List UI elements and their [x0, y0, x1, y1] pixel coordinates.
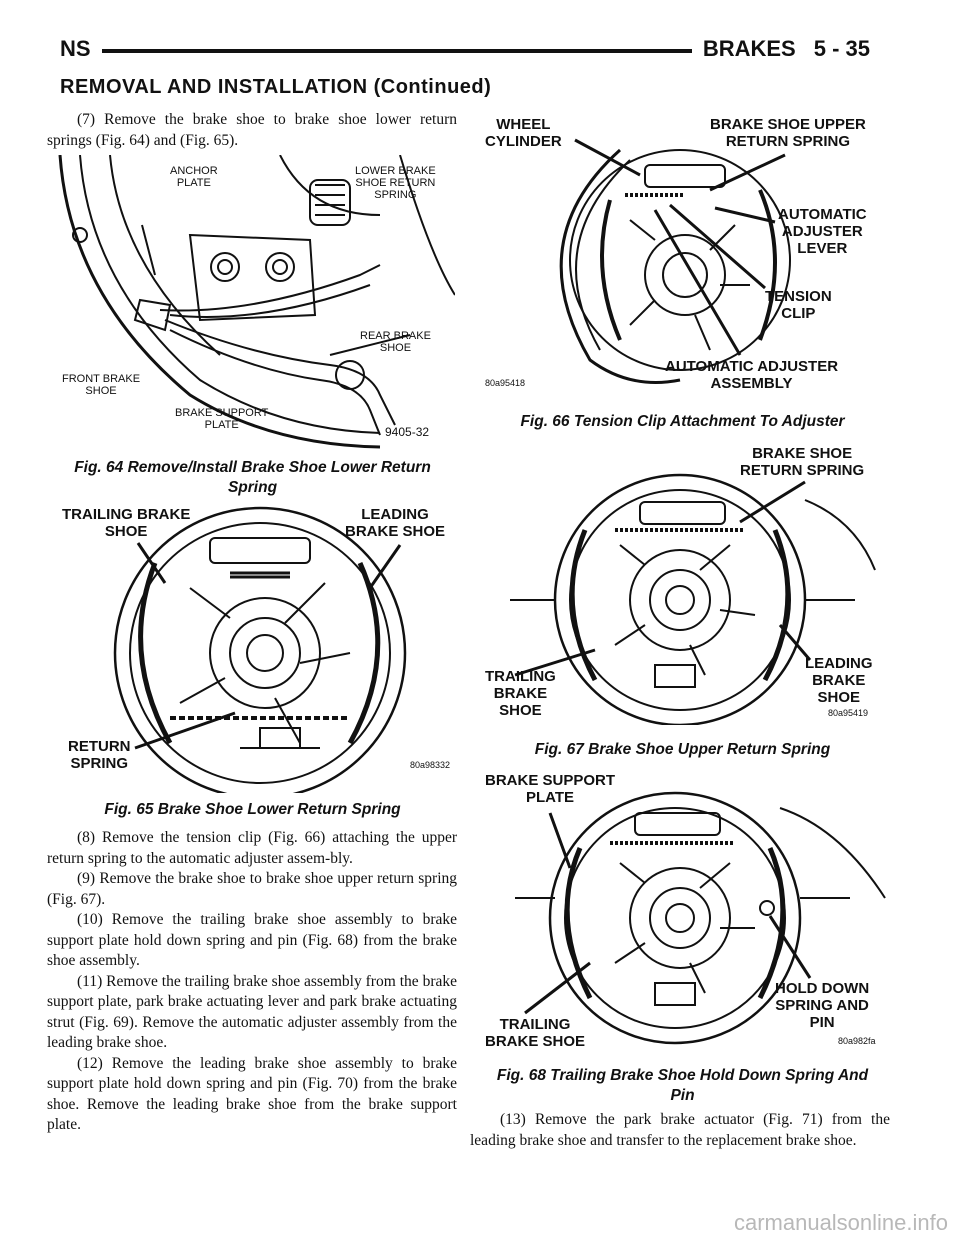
fig67-leading-label: LEADING BRAKE SHOE [805, 655, 873, 706]
figure-65 [60, 503, 455, 793]
fig68-trailing-label: TRAILING BRAKE SHOE [485, 1016, 586, 1050]
page-header [60, 36, 870, 70]
paragraph-13: (13) Remove the park brake actuator (Fig. 71) from the leading brake shoe and transfer to the replacement brake shoe. [470, 1111, 890, 1149]
paragraph-12: (12) Remove the leading brake shoe assembly to brake support plate hold down spring and pin (Fig. 70) from the brake shoe. Remove the leading brake shoe from the brake support plate. [47, 1054, 457, 1133]
section-title: REMOVAL AND INSTALLATION (Continued) [60, 76, 492, 98]
fig65-leading-label: LEADING BRAKE SHOE [345, 506, 446, 540]
paragraph-10: (10) Remove the trailing brake shoe assembly to brake support plate hold down spring and pin (Fig. 68) from the brake shoe assembly. [47, 911, 457, 969]
fig68-hold-down-label: HOLD DOWN SPRING AND PIN [775, 980, 870, 1031]
fig66-code: 80a95418 [485, 378, 526, 388]
fig64-lower-spring-label: LOWER BRAKE SHOE RETURN SPRING [355, 165, 436, 201]
fig66-adjuster-lever-label: AUTOMATIC ADJUSTER LEVER [778, 206, 867, 257]
figure-64 [50, 155, 455, 453]
fig68-caption: Fig. 68 Trailing Brake Shoe Hold Down Spring And Pin [496, 1067, 869, 1104]
fig65-caption: Fig. 65 Brake Shoe Lower Return Spring [104, 801, 401, 818]
fig67-code: 80a95419 [828, 708, 869, 718]
paragraph-9: (9) Remove the brake shoe to brake shoe upper return spring (Fig. 67). [47, 870, 457, 908]
fig66-tension-clip-label: TENSION CLIP [765, 288, 832, 322]
fig65-leaders [60, 503, 455, 793]
figure-67 [475, 440, 895, 725]
header-left: NS [60, 36, 91, 61]
fig67-spring-label: BRAKE SHOE RETURN SPRING [740, 445, 865, 479]
fig64-caption: Fig. 64 Remove/Install Brake Shoe Lower Return Spring [74, 459, 431, 496]
paragraph-11: (11) Remove the trailing brake shoe assembly from the brake support plate, park brake actuating lever and park brake actuating strut (Fig. 69). Remove the automatic adjuster assembly from the leading brake shoe. [47, 972, 457, 1051]
fig66-upper-spring-label: BRAKE SHOE UPPER RETURN SPRING [710, 116, 866, 150]
figure-66 [480, 110, 895, 395]
fig66-wheel-cylinder-label: WHEEL CYLINDER [485, 116, 562, 150]
fig64-anchor-label: ANCHOR PLATE [170, 165, 218, 189]
fig65-return-spring-label: RETURN SPRING [68, 738, 131, 772]
header-right [703, 36, 870, 62]
fig66-adjuster-assembly-label: AUTOMATIC ADJUSTER ASSEMBLY [665, 358, 839, 392]
right-paragraphs [470, 1110, 890, 1151]
left-column [47, 110, 457, 151]
fig64-support-plate-label: BRAKE SUPPORT PLATE [175, 407, 269, 431]
fig68-support-plate-label: BRAKE SUPPORT PLATE [485, 772, 616, 806]
fig68-code: 80a982fa [838, 1036, 876, 1046]
fig65-code: 80a98332 [410, 760, 451, 770]
fig64-rear-shoe-label: REAR BRAKE SHOE [360, 330, 431, 354]
header-section: BRAKES [702, 36, 796, 61]
fig66-caption: Fig. 66 Tension Clip Attachment To Adjuster [520, 413, 845, 430]
fig64-front-shoe-label: FRONT BRAKE SHOE [62, 373, 141, 397]
left-paragraphs [47, 828, 457, 1136]
figure-68 [480, 768, 895, 1058]
page-number: 5 - 35 [813, 36, 870, 61]
fig67-caption: Fig. 67 Brake Shoe Upper Return Spring [534, 741, 831, 758]
paragraph-7: (7) Remove the brake shoe to brake shoe lower return springs (Fig. 64) and (Fig. 65). [47, 111, 457, 149]
fig65-trailing-label: TRAILING BRAKE SHOE [62, 506, 191, 540]
header-rule [102, 49, 692, 53]
fig64-code: 9405-32 [385, 425, 430, 439]
fig67-trailing-label: TRAILING BRAKE SHOE [485, 668, 556, 719]
paragraph-8: (8) Remove the tension clip (Fig. 66) attaching the upper return spring to the automatic adjuster assem-bly. [47, 829, 457, 867]
watermark: carmanualsonline.info [733, 1210, 948, 1235]
